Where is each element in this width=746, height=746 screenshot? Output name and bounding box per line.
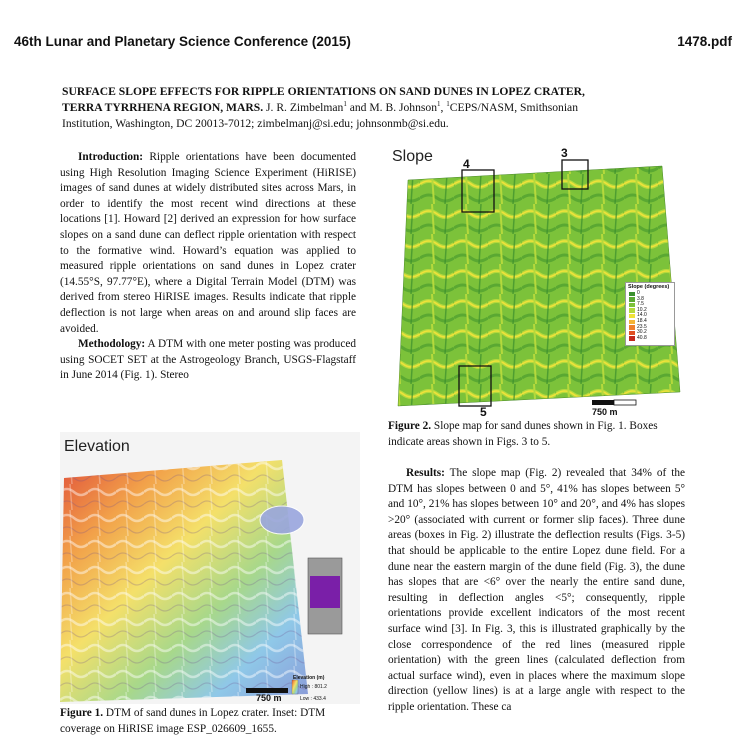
- legend-label: 30.2: [637, 329, 647, 336]
- slope-legend-item: [629, 336, 674, 342]
- legend-label: 14.0: [637, 312, 647, 319]
- figure-2-slope-map: [386, 144, 692, 418]
- scale-label: 750 m: [592, 407, 618, 417]
- authors: J. R. Zimbelman$^1$ and M. B. Johnson$^1$, $^1$CEPS/NASM, Smithsonian: [266, 100, 579, 114]
- slope-label: Slope: [392, 148, 433, 165]
- introduction-heading: Introduction:: [78, 151, 144, 163]
- affiliation: Institution, Washington, DC 20013-7012; zimbelmanj@si.edu; johnsonmb@si.edu.: [62, 117, 449, 130]
- legend-label: 18.4: [637, 317, 647, 324]
- figure-1-caption: Figure 1. DTM of sand dunes in Lopez crater. Inset: DTM coverage on HiRISE image ESP_026609_1655.: [60, 707, 326, 735]
- slope-legend: [625, 282, 675, 346]
- box-number-3: 3: [561, 146, 568, 160]
- title-block: [62, 84, 684, 132]
- figure-2-caption-label: Figure 2.: [388, 420, 432, 432]
- legend-swatch: [629, 314, 635, 319]
- elevation-label: Elevation: [64, 438, 130, 455]
- legend-label: 3.8: [637, 295, 644, 302]
- box-number-5: 5: [480, 405, 487, 418]
- methodology-heading: Methodology:: [78, 338, 146, 351]
- legend-swatch: [629, 292, 635, 297]
- slope-map-image: [386, 144, 692, 418]
- legend-swatch: [629, 297, 635, 302]
- paper-id: 1478.pdf: [677, 34, 732, 49]
- scale-label: 750 m: [256, 693, 282, 703]
- figure-1-elevation-map: [60, 432, 360, 704]
- elevation-legend-high: High : 801.2: [300, 684, 327, 690]
- legend-label: 7.5: [637, 301, 644, 308]
- legend-label: 23.5: [637, 323, 647, 330]
- legend-swatch: [629, 308, 635, 313]
- dtm-coverage: [310, 576, 340, 608]
- slope-legend-title: Slope (degrees): [628, 284, 670, 290]
- legend-label: 0: [637, 290, 640, 296]
- legend-swatch: [629, 325, 635, 330]
- left-column: [60, 150, 356, 384]
- right-column: [388, 466, 685, 716]
- elevation-legend-low: Low : 433.4: [300, 696, 326, 702]
- results-paragraph: Results: The slope map (Fig. 2) revealed that 34% of the DTM has slopes between 0 and 5°, 41% has slopes between 5° and 10°, 21% has slopes between 10° and 20°, and 4% has slopes >20° (associated with current or former slip faces). Three dune areas (boxes in Fig. 2) illustrate the deflection results (Figs. 3-5) that should be applicable to the entire Lopez dune field. For a dune near the eastern margin of the dune field (Fig. 3), the dune has slopes that are <6° over the nearly the entire sand dune, resulting in deflection angles <5°; consequently, ripple orientations provide excellent indicators of the most recent surface wind [3]. In Fig. 3, this is illustrated graphically by the close correspondence of the red lines (measured ripple orientation) with the green lines (calculated deflection from actual surface wind), even in places where the maximum slope direction (yellow lines) is at a large angle with respect to the ripple orientation. These ca: [388, 467, 685, 713]
- figure-2-caption: Figure 2. Slope map for sand dunes shown in Fig. 1. Boxes indicate areas shown in Figs. 3 to 5.: [388, 420, 658, 448]
- legend-swatch: [629, 320, 635, 325]
- legend-label: 10.2: [637, 306, 647, 313]
- box-number-4: 4: [463, 157, 470, 171]
- figure-1-caption-label: Figure 1.: [60, 707, 104, 719]
- elevation-legend-title: Elevation (m): [293, 675, 325, 681]
- introduction-paragraph: Introduction: Ripple orientations have been documented using High Resolution Imaging Science Experiment (HiRISE) images of sand dunes at widely distributed sites across Mars, in order to identify the most recent wind directions at these locations [1]. Howard [2] derived an expression for how surface slopes on a sand dune can deflect ripple orientation with respect to the formative wind. Howard’s equation was applied to measured ripple orientations on sand dunes in Lopez crater (14.55°S, 97.77°E), where a Digital Terrain Model (DTM) was derived from stereo HiRISE images. Results indicate that ripple deflection is not large when areas on and around slip faces are avoided.: [60, 151, 356, 335]
- paper-title-line1: SURFACE SLOPE EFFECTS FOR RIPPLE ORIENTATIONS ON SAND DUNES IN LOPEZ CRATER,: [62, 85, 585, 98]
- legend-label: 40.8: [637, 334, 647, 341]
- paper-title-line2: TERRA TYRRHENA REGION, MARS.: [62, 101, 264, 114]
- elevation-map-image: [60, 432, 360, 704]
- conference-header: 46th Lunar and Planetary Science Conference (2015): [14, 34, 351, 49]
- legend-swatch: [629, 336, 635, 341]
- results-heading: Results:: [406, 467, 445, 479]
- methodology-paragraph: Methodology: A DTM with one meter posting was produced using SOCET SET at the Astrogeology Branch, USGS-Flagstaff in June 2014 (Fig. 1). Stereo: [60, 338, 356, 382]
- legend-swatch: [629, 331, 635, 336]
- legend-swatch: [629, 303, 635, 308]
